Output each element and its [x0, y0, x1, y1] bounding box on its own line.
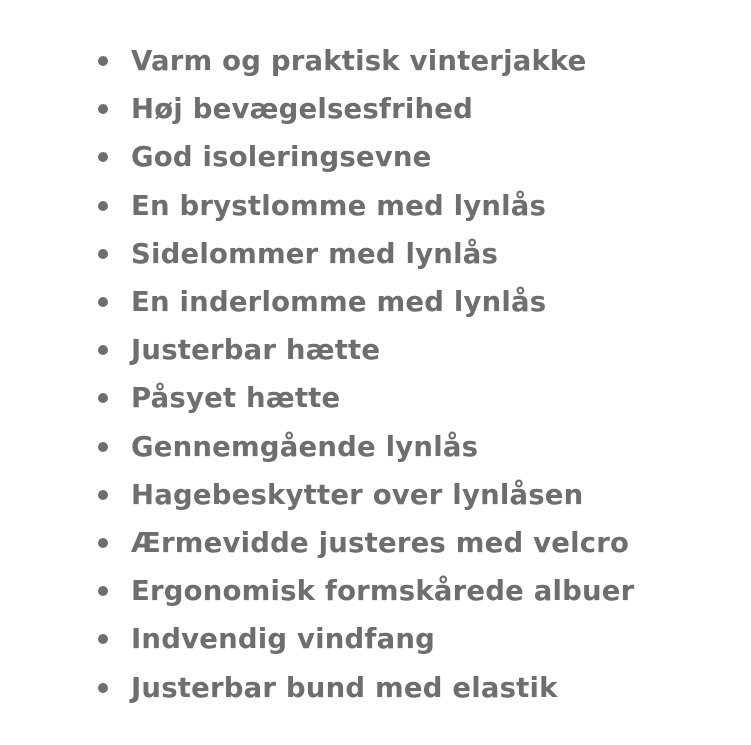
feature-text: Ærmevidde justeres med velcro: [131, 526, 630, 559]
list-item: [98, 326, 634, 374]
bullet-dot-icon: [98, 56, 108, 66]
feature-text: God isoleringsevne: [131, 141, 432, 174]
list-item: [98, 567, 634, 615]
feature-text: Varm og praktisk vinterjakke: [131, 45, 587, 78]
bullet-dot-icon: [98, 345, 108, 355]
list-item: [98, 230, 634, 278]
bullet-dot-icon: [98, 104, 108, 114]
feature-text: Ergonomisk formskårede albuer: [131, 575, 635, 608]
list-item: [98, 37, 634, 85]
feature-text: Gennemgående lynlås: [131, 430, 479, 463]
bullet-dot-icon: [98, 683, 108, 693]
bullet-dot-icon: [98, 393, 108, 403]
feature-list: [98, 37, 634, 712]
bullet-dot-icon: [98, 586, 108, 596]
feature-text: En brystlomme med lynlås: [131, 189, 547, 222]
list-item: [98, 615, 634, 663]
feature-text: Indvendig vindfang: [131, 623, 436, 656]
bullet-dot-icon: [98, 634, 108, 644]
feature-text: Justerbar hætte: [131, 334, 381, 367]
list-item: [98, 182, 634, 230]
list-item: [98, 471, 634, 519]
feature-text: Høj bevægelsesfrihed: [131, 93, 474, 126]
feature-text: Påsyet hætte: [131, 382, 341, 415]
feature-text: Justerbar bund med elastik: [131, 671, 558, 704]
list-item: [98, 519, 634, 567]
list-item: [98, 133, 634, 181]
bullet-dot-icon: [98, 249, 108, 259]
feature-text: En inderlomme med lynlås: [131, 286, 547, 319]
bullet-dot-icon: [98, 297, 108, 307]
bullet-dot-icon: [98, 201, 108, 211]
bullet-dot-icon: [98, 442, 108, 452]
bullet-dot-icon: [98, 490, 108, 500]
feature-text: Sidelommer med lynlås: [131, 237, 499, 270]
list-item: [98, 423, 634, 471]
bullet-dot-icon: [98, 152, 108, 162]
feature-text: Hagebeskytter over lynlåsen: [131, 478, 584, 511]
bullet-dot-icon: [98, 538, 108, 548]
list-item: [98, 374, 634, 422]
list-item: [98, 663, 634, 711]
list-item: [98, 85, 634, 133]
list-item: [98, 278, 634, 326]
